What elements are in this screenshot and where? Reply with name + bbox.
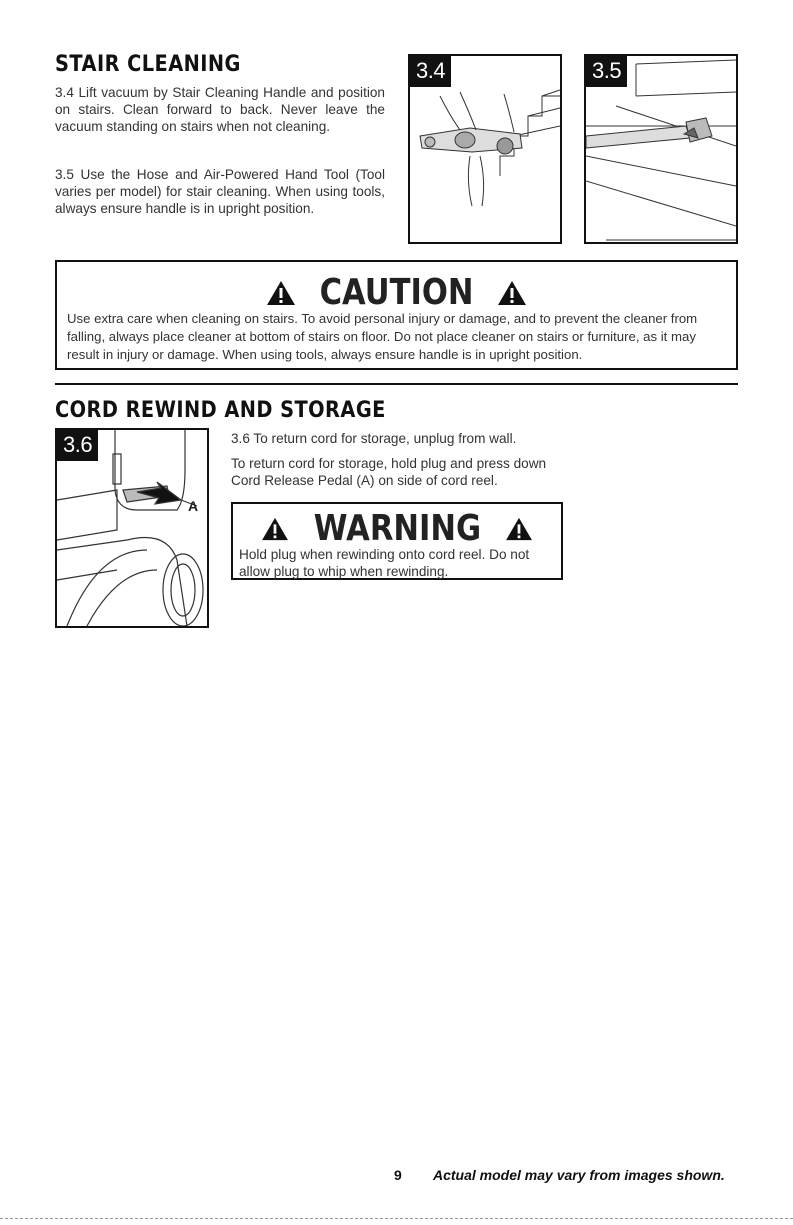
- bottom-edge-line: [0, 1218, 793, 1219]
- warning-box: [231, 502, 563, 580]
- stair-paragraph-2: 3.5 Use the Hose and Air-Powered Hand Tool (Tool varies per model) for stair cleaning. When using tools, always ensure handle is in upright position.: [55, 167, 385, 216]
- warning-triangle-icon: [261, 517, 289, 541]
- stair-paragraph-1: 3.4 Lift vacuum by Stair Cleaning Handle and position on stairs. Clean forward to back. Never leave the vacuum standing on stairs when not cleaning.: [55, 85, 385, 134]
- warning-triangle-icon: [266, 280, 296, 306]
- figure-3-6: [55, 428, 209, 628]
- caution-text: Use extra care when cleaning on stairs. To avoid personal injury or damage, and to prevent the cleaner from falling, always place cleaner at bottom of stairs on floor. Do not place cleaner on stairs or furniture, as it may result in injury or damage. When using tools, always ensure handle is in upright position.: [67, 311, 698, 362]
- figure-3-5-label: 3.5: [586, 56, 627, 87]
- caution-title-row: [57, 272, 736, 313]
- warning-title: WARNING: [313, 508, 481, 549]
- warning-title-row: [233, 508, 561, 549]
- figure-3-5: [584, 54, 738, 244]
- section-divider: [55, 383, 738, 385]
- figure-3-4: [408, 54, 562, 244]
- footer-disclaimer-text: Actual model may vary from images shown.: [433, 1167, 725, 1183]
- footer-disclaimer: [433, 1167, 725, 1183]
- warning-triangle-icon: [497, 280, 527, 306]
- stair-cleaning-heading: STAIR CLEANING: [55, 52, 241, 77]
- cord-rewind-heading: CORD REWIND AND STORAGE: [55, 398, 386, 423]
- cord-paragraph-1: 3.6 To return cord for storage, unplug from wall.: [231, 431, 517, 446]
- page-number: 9: [394, 1167, 402, 1183]
- callout-a-label: A: [188, 498, 199, 514]
- cord-paragraph-2: To return cord for storage, hold plug and press down Cord Release Pedal (A) on side of cord reel.: [231, 456, 547, 488]
- figure-3-6-label: 3.6: [57, 430, 98, 461]
- caution-box: [55, 260, 738, 370]
- caution-title: CAUTION: [319, 272, 474, 313]
- warning-text: Hold plug when rewinding onto cord reel. Do not allow plug to whip when rewinding.: [239, 547, 530, 579]
- warning-triangle-icon: [505, 517, 533, 541]
- figure-3-4-label: 3.4: [410, 56, 451, 87]
